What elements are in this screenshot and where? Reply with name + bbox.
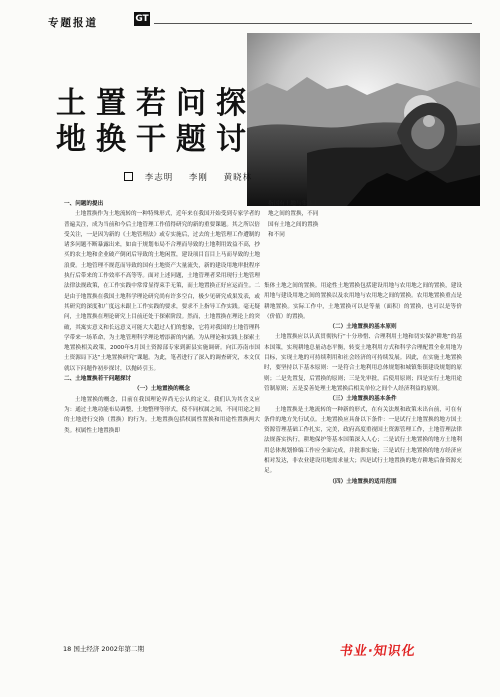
- paragraph: 土地置换是土地流转的一种新的形式，在有关法规和政策未出台前，可在有条件的地方先行试点。土地置换应具备以下条件：一是试行土地置换的地方国土资源管理基础工作扎实，完美，政府高度重视国土资源管理工作，土地管理法律法规落实执行，耕地保护等基本国策深入人心；二是试行土地置换的地方土地利用总体规划修编工作应全面完成，并批准实施；三是试行土地置换的地方经济应相对发达，非农业建设用地需求量大；四是试行土地置换的地方耕地后备资源充足。: [264, 406, 462, 475]
- title-line-2: 地换干题讨: [56, 122, 256, 157]
- watermark-text: 书业·知识化: [338, 644, 417, 659]
- author-line: [124, 171, 264, 183]
- paragraph: 土地置换的概念，目前在我国理论界尚无公认的定义。我们认为其含义应为：通过土地功能布局调整，土地整理等形式，使不同权属之间，不同用途之间的土地进行交换（置换）的行为。土地置换包括权属性置换和用途性置换两大类。权属性土地置换即: [64, 396, 260, 434]
- title-line-1: 土置若问探: [56, 86, 256, 121]
- paragraph: 土地置换作为土地流转的一种特殊形式，近年来在我国开始受到专家学者的普遍关注，成为当前和今后土地管理工作值得研究的新的重要课题。其之所以倍受关注，一是因为新的《土地管理法》或专实施后，过去的土地管理工作遭制的诸多问题不断暴露出来，如由于规划布局不合理而导致的土地利用效益不高，抄买的农土地和企业破产倒闭后导致的土地闲置，建设项目盲目上马而导致的土地浪费。土地管理不规范而导致的国有土地资产大量流失，新的建设用地审批程序执行后带来的工作效率不高等等。面对上述问题，土地管理者采用现行土地管理法律法规政策，在工作实践中常常显得束手无策，而土地置换正好应运而生。二是由于地置换在我国土地科学理论研究尚有许多空白，极少见研究成果发表，或其研究的深度和广度远未跟上工作实践的要求，要求不上指导工作实践。毫无疑问，土地置换在理论研究上目前还处于探索阶段。然而，土地置换在理论上的突破，其寓实意义和长远意义可能大大超过人们的想象，它将对我国的土地管理科学带来一场革命，为土地管理科学理论增添新的内涵。为从理论和实践上探索土地置换相关政策，2000年5月国土资源部专家到新县实施调研。向江苏南市国土资源局下达“土地置换研究”课题。为此，笔者进行了深入的调查研究，本文仅就以下问题作初步探讨，以抛砖引玉。: [64, 211, 260, 372]
- article-title: [56, 86, 296, 158]
- section-label: 专题报道: [48, 17, 98, 29]
- watermark-stamp: [318, 640, 438, 664]
- author-name: 李志明: [144, 173, 174, 183]
- left-column: [64, 199, 260, 436]
- header-rule: [154, 23, 472, 24]
- journal-logo: GT: [135, 14, 149, 24]
- author-marker-icon: [124, 172, 133, 181]
- right-column: [264, 281, 462, 487]
- subsection-heading: （三）土地置换的基本条件: [329, 396, 397, 403]
- section-heading: 二、土地置换若干问题探讨: [64, 376, 132, 383]
- subsection-heading: （四）土地置换的适用范围: [329, 478, 397, 485]
- subsection-heading: （二）土地置换的基本原则: [329, 324, 397, 331]
- subsection-heading: （一）土地置换的概念: [134, 386, 190, 393]
- page-footer: 18 国土经济 2002年第二期: [63, 645, 144, 653]
- right-column-wrap-text: 指国有土地与集体土地之间的置换，不同国有土地之间的置换和不同: [268, 201, 319, 238]
- author-name: 李刚: [188, 173, 208, 183]
- section-heading: 一、问题的提出: [64, 201, 104, 207]
- author-name: 黄晓林: [223, 173, 253, 183]
- paragraph: 集体土地之间的置换。用途性土地置换包括建设用地与农用地之间的置换，建设用地与建设用地之间的置换以及农用地与农用地之间的置换。农用地置换重点是耕地置换。实际工作中，土地置换可以是等量（面积）的置换，也可以是等价（价值）的置换。: [264, 283, 462, 320]
- paragraph: 土地置换应以认真贯彻执行“十分珍惜、合理利用土地和切实保护耕地”的基本国策，实现耕地总量动态平衡，转变土地利用方式和科学合理配置全业用地为目标，实现土地的可持续利用和社会经济的可持续发展。因此，在实施土地置换时，要坚持以下基本原则：一是符合土地利用总体规划和城镇集镇建设规划的原则；二是先置复，后置换的原则；三是先审批，后使用原则；四是实行土地用途管制原则；五是妥善处理土地置换后相关单位之间个人经济利益的原则。: [264, 334, 462, 392]
- section-header: [34, 9, 474, 29]
